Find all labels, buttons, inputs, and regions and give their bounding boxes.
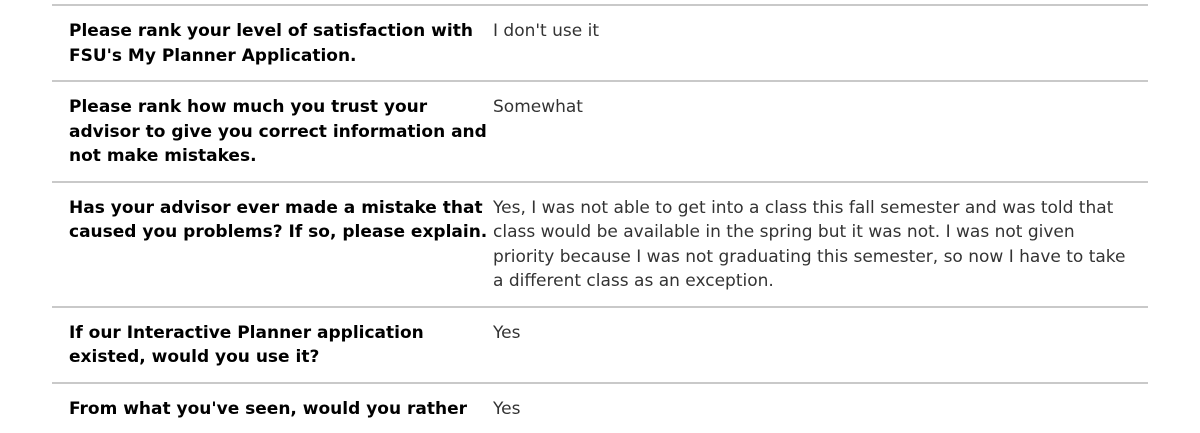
table-row — [52, 306, 1148, 382]
table-row — [52, 181, 1148, 306]
table-row — [52, 4, 1148, 80]
table-row — [52, 382, 1148, 433]
survey-response-table — [52, 4, 1148, 433]
question-text: Please rank how much you trust your advisor to give you correct information and not make mistakes. — [52, 95, 493, 169]
answer-text: Yes, I was not able to get into a class this fall semester and was told that class would be available in the spring but it was not. I was not given priority because I was not graduating this semester, so now I have to take a different class as an exception. — [493, 196, 1148, 294]
question-text: Has your advisor ever made a mistake that caused you problems? If so, please explain. — [52, 196, 493, 294]
answer-text: Somewhat — [493, 95, 1148, 169]
question-text: From what you've seen, would you rather — [52, 397, 493, 422]
question-text: Please rank your level of satisfaction with FSU's My Planner Application. — [52, 19, 493, 68]
answer-text: Yes — [493, 321, 1148, 370]
answer-text: Yes — [493, 397, 1148, 422]
question-text: If our Interactive Planner application existed, would you use it? — [52, 321, 493, 370]
answer-text: I don't use it — [493, 19, 1148, 68]
table-row — [52, 80, 1148, 181]
